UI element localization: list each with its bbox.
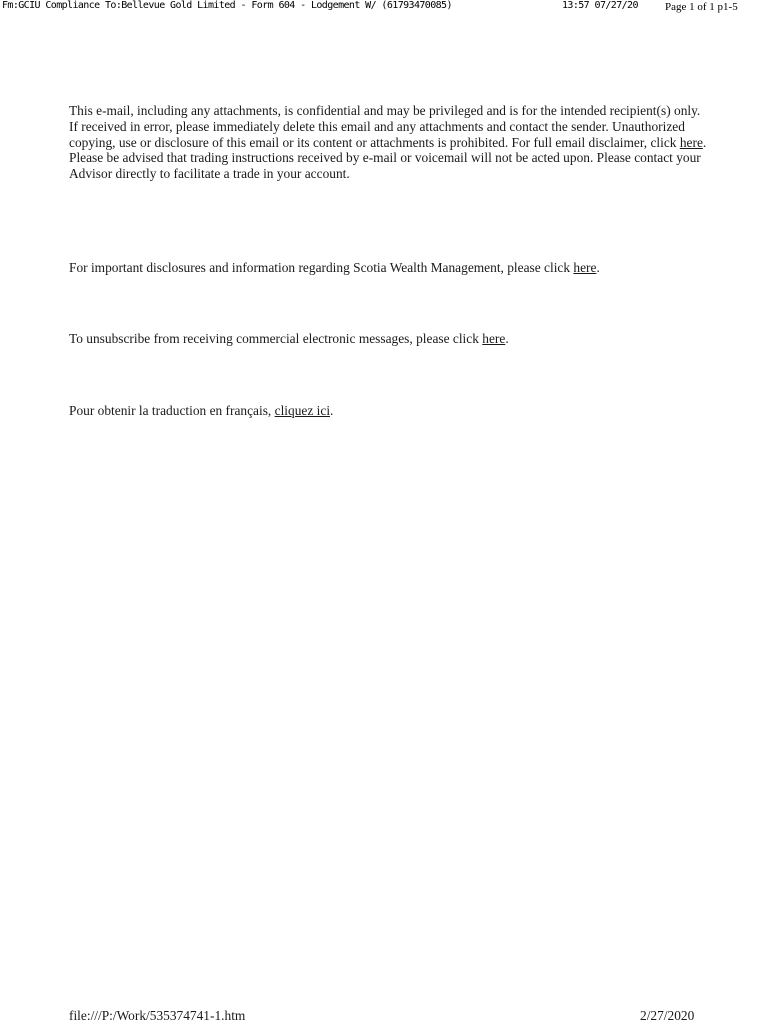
fax-header [0, 0, 770, 14]
disclosures-text: For important disclosures and information regarding Scotia Wealth Management, please click [69, 260, 574, 275]
footer-date: 2/27/2020 [640, 1008, 695, 1023]
unsubscribe-text: To unsubscribe from receiving commercial electronic messages, please click [69, 331, 483, 346]
disclaimer-paragraph [69, 103, 709, 182]
french-translation-paragraph [69, 403, 709, 419]
french-period: . [330, 403, 334, 418]
disclosures-period: . [596, 260, 600, 275]
disclaimer-link[interactable]: here [679, 134, 703, 150]
fax-header-page-number [665, 1, 738, 13]
page-label: Page 1 of 1 [665, 1, 715, 13]
disclosures-link[interactable]: here [573, 260, 597, 275]
disclaimer-text: This e-mail, including any attachments, is confidential and may be privileged and is for the intended recipient(s) only. If received in error, please immediately delete this email and any attachments and contact the sender. Unauthorized copying, use or disclosure of this email or its content or attachments is prohibited. For full email disclaimer, click [69, 103, 701, 150]
unsubscribe-link[interactable]: here [482, 331, 506, 346]
page-code: p1-5 [717, 1, 738, 13]
footer-file-path: file:///P:/Work/535374741-1.htm [69, 1008, 246, 1023]
french-translation-link[interactable]: cliquez ici [274, 403, 331, 418]
disclaimer-text-continued: . Please be advised that trading instructions received by e-mail or voicemail will not be acted upon. Please contact your Advisor directly to facilitate a trade in your account. [69, 134, 707, 182]
unsubscribe-paragraph [69, 331, 709, 347]
fax-header-timestamp: 13:57 07/27/20 [562, 0, 638, 11]
fax-header-sender-recipient: Fm:GCIU Compliance To:Bellevue Gold Limited - Form 604 - Lodgement W/ (61793470085) [2, 0, 452, 11]
french-text: Pour obtenir la traduction en français, [69, 403, 275, 418]
disclosures-paragraph [69, 260, 709, 276]
unsubscribe-period: . [505, 331, 509, 346]
